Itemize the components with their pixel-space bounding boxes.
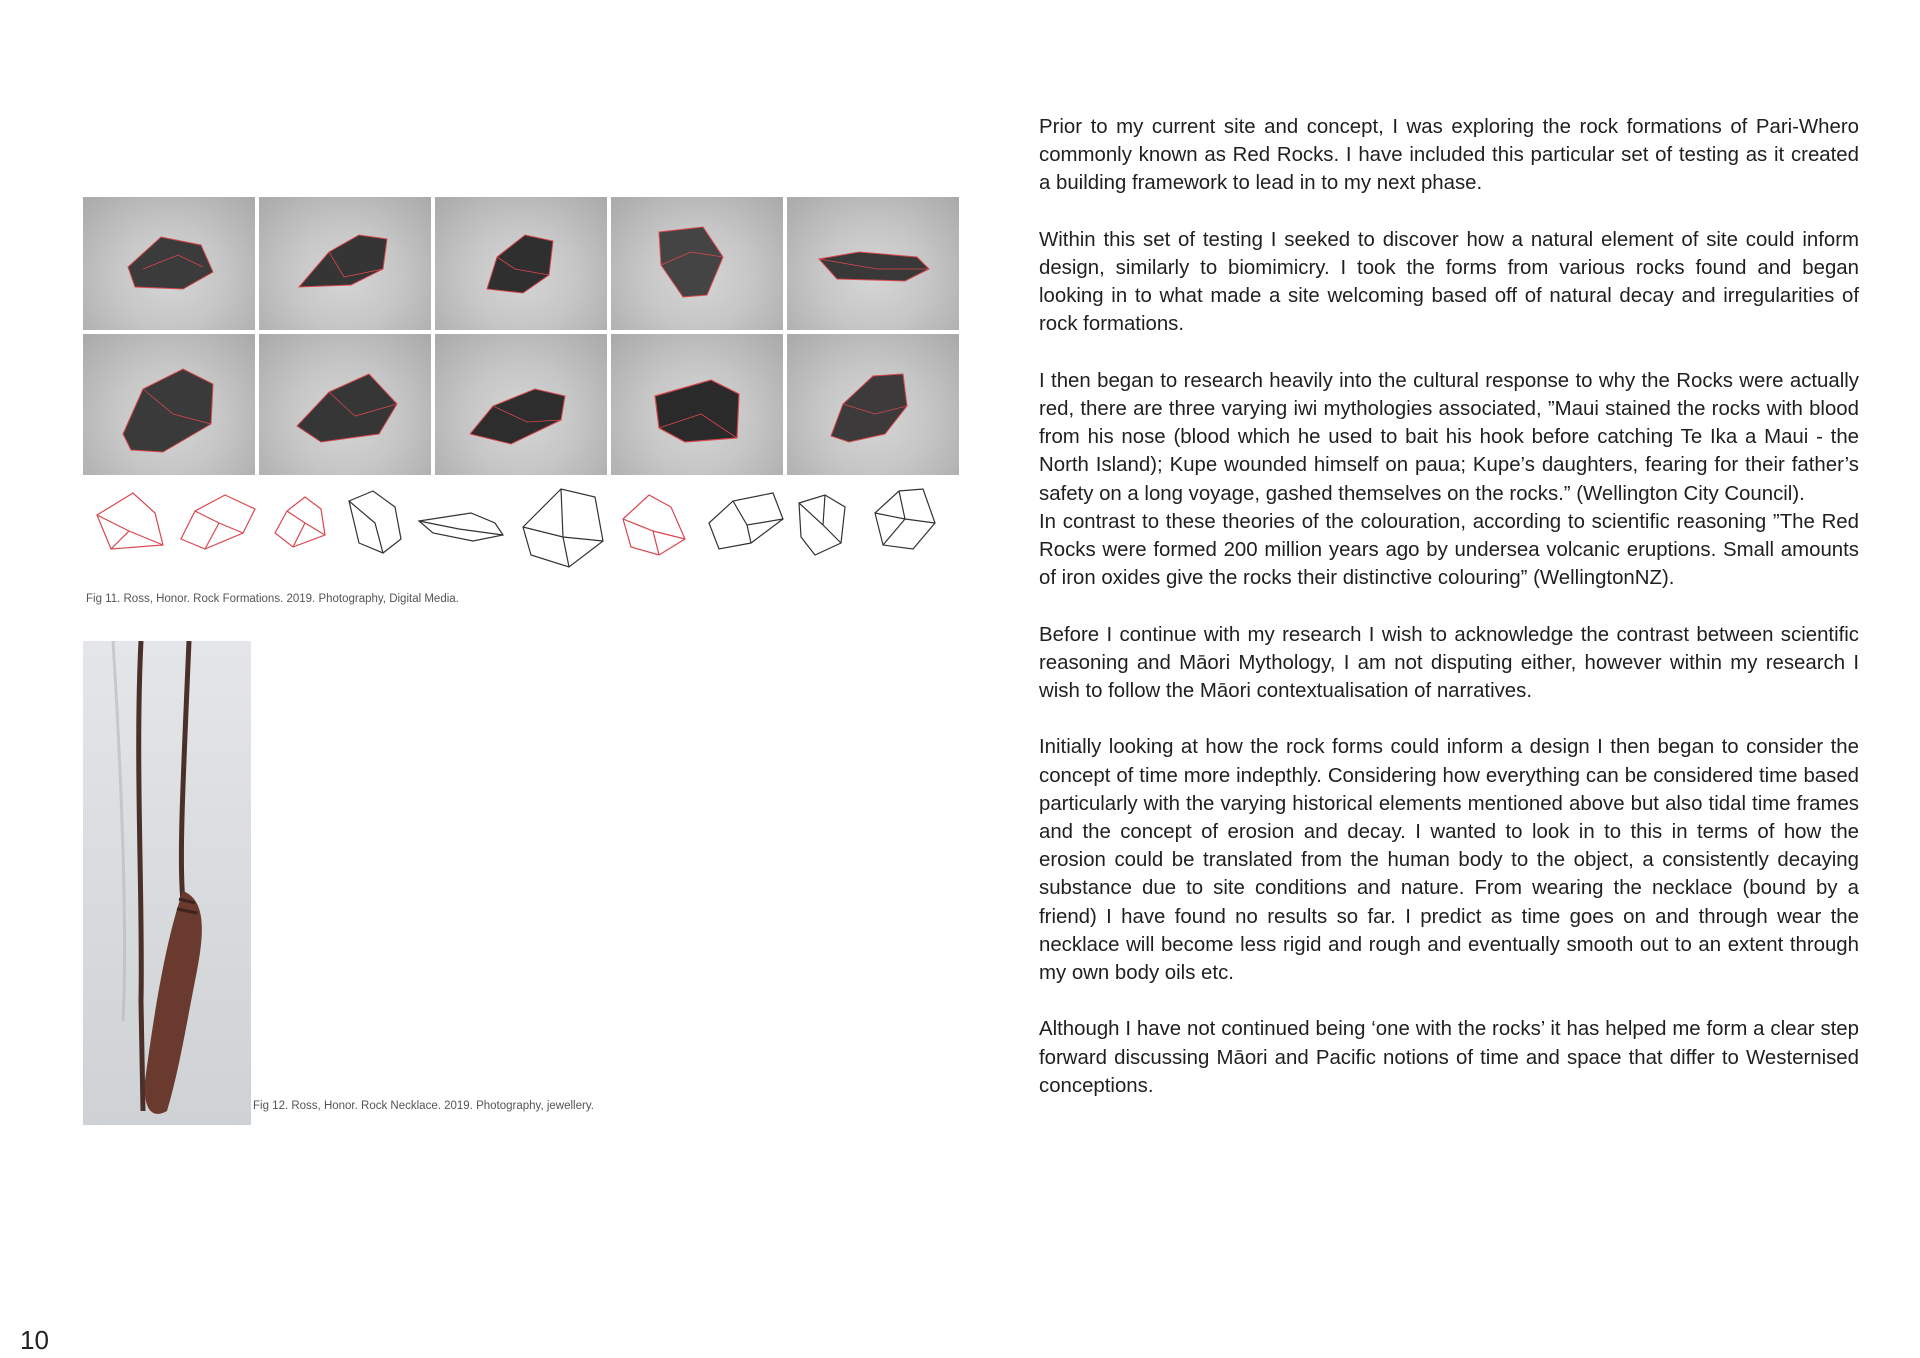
paragraph-6: Initially looking at how the rock forms could inform a design I then began to consider the concept of time more indepthly. Considering how everything can be considered time based particularly with the varying historical elements mentioned above but also tidal time frames and the concept of erosion and decay. I wanted to look in to this in terms of how the erosion could be translated from the human body to the object, a consistently decaying substance due to site conditions and nature. From wearing the necklace (bound by a friend) I have found no results so far. I predict as time goes on and through wear the necklace will become less rigid and rough and eventually smooth out to an extent through my own body oils etc. xyxy=(1039,736,1859,985)
figure-11-caption: Fig 11. Ross, Honor. Rock Formations. 2019. Photography, Digital Media. xyxy=(86,593,459,605)
rock-photo-8 xyxy=(435,334,607,475)
outline-drawing-1 xyxy=(97,493,163,549)
page-number: 10 xyxy=(20,1325,49,1355)
rock-outline-drawings xyxy=(83,483,961,579)
outline-drawing-10 xyxy=(875,489,935,549)
rock-photo-3 xyxy=(435,197,607,330)
rock-photo-6 xyxy=(83,334,255,475)
outline-drawing-5 xyxy=(419,513,503,541)
rock-photo-4 xyxy=(611,197,783,330)
rock-photo-1 xyxy=(83,197,255,330)
outline-drawing-4 xyxy=(349,491,401,553)
rock-photo-7 xyxy=(259,334,431,475)
rock-necklace-photo xyxy=(83,641,251,1125)
outline-drawing-2 xyxy=(181,495,255,549)
figure-12-caption: Fig 12. Ross, Honor. Rock Necklace. 2019. Photography, jewellery. xyxy=(253,1100,594,1112)
outline-drawing-6 xyxy=(523,489,603,567)
paragraph-1: Prior to my current site and concept, I was exploring the rock formations of Pari-Whero commonly known as Red Rocks. I have included this particular set of testing as it created a building framework to lead in to my next phase. xyxy=(1039,116,1859,195)
rock-photo-9 xyxy=(611,334,783,475)
outline-drawing-7 xyxy=(623,495,685,555)
paragraph-4: In contrast to these theories of the colouration, according to scientific reasoning ”The Red Rocks were formed 200 million years ago by undersea volcanic eruptions. Small amounts of iron oxides give the rocks their distinctive colouring” (WellingtonNZ). xyxy=(1039,510,1859,590)
rock-photo-2 xyxy=(259,197,431,330)
body-text xyxy=(1039,113,1859,1128)
paragraph-5: Before I continue with my research I wish to acknowledge the contrast between scientific reasoning and Māori Mythology, I am not disputing either, however within my research I wish to follow the Māori contextualisation of narratives. xyxy=(1039,623,1859,703)
rock-formations-photo-grid xyxy=(83,197,961,475)
outline-drawing-8 xyxy=(709,493,783,549)
paragraph-2: Within this set of testing I seeked to discover how a natural element of site could inform design, similarly to biomimicry. I took the forms from various rocks found and began looking in to what made a site welcoming based off of natural decay and irregularities of rock formations. xyxy=(1039,228,1859,336)
rock-photo-10 xyxy=(787,334,959,475)
outline-drawing-3 xyxy=(275,497,325,547)
paragraph-3: I then began to research heavily into the cultural response to why the Rocks were actually red, there are three varying iwi mythologies associated, ”Maui stained the rocks with blood from his nose (blood which he used to bait his hook before catching Te Ika a Maui - the North Island); Kupe wounded himself on paua; Kupe’s daughters, fearing for their father’s safety on a long voyage, gashed themselves on the rocks.” (Wellington City Council). xyxy=(1039,369,1859,505)
outline-drawing-9 xyxy=(799,495,845,555)
rock-photo-5 xyxy=(787,197,959,330)
paragraph-7: Although I have not continued being ‘one with the rocks’ it has helped me form a clear step forward discussing Māori and Pacific notions of time and space that differ to Westernised conceptions. xyxy=(1039,1018,1859,1097)
